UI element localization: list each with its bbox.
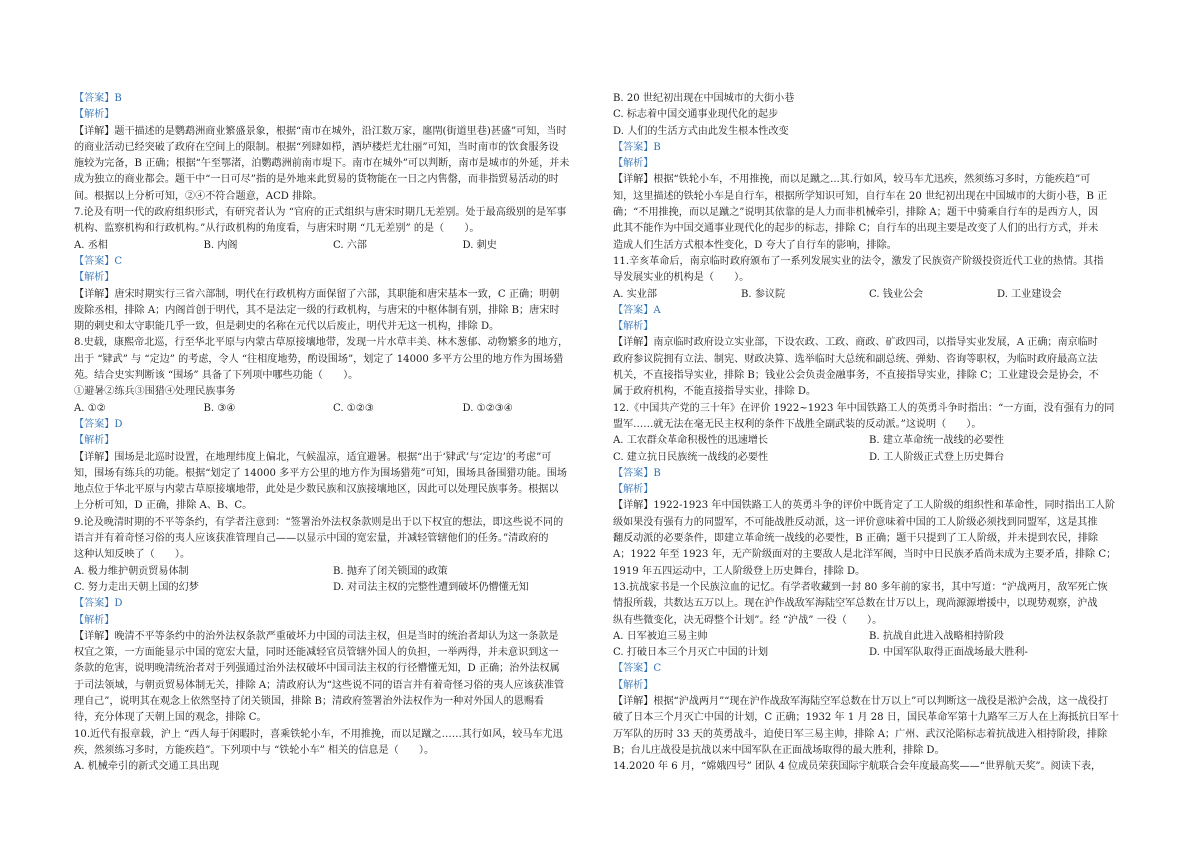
option-text: C. 六部	[333, 239, 367, 251]
option-text: C. 打破日本三个月灭亡中国的计划	[613, 647, 769, 659]
text-line: 【详解】晚清不平等条约中的治外法权条款严重破坏力中国的司法主权，但是当时的统治者却认为这一条款是	[74, 630, 559, 642]
text-line: 10.近代有报章载，沪上 “西人每于闲暇时，喜乘铁轮小车，不用推挽，而以足蹴之……其行如风，较马车尤迅	[74, 728, 563, 740]
text-line: 出于 “肄武” 与 “定边” 的考虑，令人 “往相度地势，酌设围场”，划定了 14000 多平方公里的地方作为围场猎	[74, 353, 564, 365]
option-text: D. 工业建设会	[997, 288, 1062, 300]
option-text: B. 内阁	[203, 239, 238, 251]
text-line: 造成人们生活方式根本性变化，D 夸大了自行车的影响，排除。	[613, 239, 897, 251]
text-line: 废除丞相，排除 A；内阁首创于明代，其不是法定一级的行政机构，与唐宋的中枢体制有别，排除 B；唐宋时	[74, 304, 560, 316]
text-line: 苑。结合史实判断该 “围场” 具备了下列项中哪些功能（ ）。	[74, 370, 359, 382]
text-line: 【详解】围场是北巡时设置，在地理纬度上偏北，气候温凉，适宜避暑。根据“出于‘肄武’与‘定边’的考虑”可	[74, 451, 552, 463]
option-text: A. 日军被迫三易主帅	[613, 630, 708, 642]
text-line: 导发展实业的机构是（ ）。	[613, 272, 750, 284]
section-label: 【解析】	[613, 484, 654, 496]
text-line: 纵有些微变化，决无碍整个计划”。经 “沪战” 一役（ ）。	[613, 614, 883, 626]
option-text: B. 抗战自此进入战略相持阶段	[869, 630, 1004, 642]
text-line: 地点位于华北平原与内蒙古草原接壤地带，此处是少数民族和汉族接壤地区，因此可以处理民族事务。根据以	[74, 484, 559, 496]
text-line: 知，这里描述的铁轮小车是自行车，根据所学知识可知，自行车在 20 世纪初出现在中国城市的大街小巷，B 正	[613, 190, 1108, 202]
text-line: C. 标志着中国交通事业现代化的起步	[613, 109, 779, 121]
section-label: 【答案】A	[613, 304, 661, 316]
text-line: 11.辛亥革命后，南京临时政府颁布了一系列发展实业的法令，激发了民族资产阶级投资近代工业的热情。其指	[613, 255, 1104, 267]
option-row	[613, 629, 1125, 645]
text-line: 机关，不直接指导实业，排除 B；钱业公会负责金融事务，不直接指导实业，排除 C；工业建设会是协会，不	[613, 370, 1099, 382]
text-line: 的商业活动已经突破了政府在空间上的限制。根据“列肆如栉，酒垆楼烂尤壮丽”可知，当时南市的饮食服务设	[74, 141, 559, 153]
option-row	[613, 287, 1125, 303]
text-line: 7.论及有明一代的政府组织形式，有研究者认为 “官府的正式组织与唐宋时期几无差别。处于最高级别的是军事	[74, 207, 567, 219]
section-label: 【解析】	[74, 109, 115, 121]
option-text: C. 努力走出天朝上国的幻梦	[74, 581, 199, 593]
text-line: A；1922 年至 1923 年，无产阶级面对的主要敌人是北洋军阀，当时中日民族矛盾尚未成为主要矛盾，排除 C；	[613, 549, 1117, 561]
section-label: 【答案】C	[74, 255, 123, 267]
text-line: 【详解】根据“沪战两月”“现在沪作战敌军海陆空军总数在廿万以上”可以判断这一战役是淞沪会战，这一战役打	[613, 695, 1109, 707]
text-line: 【详解】唐宋时期实行三省六部制，明代在行政机构方面保留了六部，其职能和唐宋基本一致，C 正确；明朝	[74, 288, 560, 300]
option-text: D. 工人阶级正式登上历史舞台	[869, 451, 1005, 463]
text-line: 1919 年五四运动中，工人阶级登上历史舞台，排除 D。	[613, 565, 866, 577]
text-line: 9.论及晚清时期的不平等条约，有学者注意到：“签署治外法权条款则是出于以下权宜的想法，即这些说不同的	[74, 516, 564, 528]
text-line: D. 人们的生活方式由此发生根本性改变	[613, 125, 789, 137]
text-line: 翻反动派的必要条件，即建立革命统一战线的必要性，B 正确；题干只提到了工人阶级，并未提到农民，排除	[613, 533, 1099, 545]
text-line: 成为独立的商业都会。题干中“一日可尽”指的是外地来此贸易的货物能在一日之内售罄，而非指贸易活动的时	[74, 174, 559, 186]
text-line: 万军队的历时 33 天的英勇战斗，迫使日军三易主帅，排除 A；广州、武汉沦陷标志着抗战进入相持阶段，排除	[613, 728, 1108, 740]
text-line: 【详解】1922-1923 年中国铁路工人的英勇斗争的评价中既肯定了工人阶级的组织性和革命性，同时指出工人阶	[613, 500, 1116, 512]
section-label: 【答案】C	[613, 663, 662, 675]
section-label: 【答案】B	[613, 141, 661, 153]
text-line: 【详解】南京临时政府设立实业部，下设农政、工政、商政、矿政四司，以指导实业发展，A 正确；南京临时	[613, 337, 1098, 349]
section-label: 【答案】B	[613, 467, 661, 479]
option-text: A. ①②	[74, 402, 106, 414]
text-line: 破了日本三个月灭亡中国的计划，C 正确；1932 年 1 月 28 日，国民革命军第十九路军三万人在上海抵抗日军十	[613, 712, 1119, 724]
text-line: 间。根据以上分析可知，②④不符合题意，ACD 排除。	[74, 190, 323, 202]
section-label: 【答案】D	[74, 418, 123, 430]
text-line: 这种认知反映了（ ）。	[74, 549, 191, 561]
option-text: B. 参议院	[741, 288, 786, 300]
option-text: C. 钱业公会	[869, 288, 924, 300]
text-line: 盟军……就无法在毫无民主权利的条件下战胜全副武装的反动派。”这说明（ ）。	[613, 418, 982, 430]
text-line: 【详解】根据“铁轮小车，不用推挽，而以足蹴之...其.行如风，较马车尤迅疾，然须练习多时，方能疾趋”可	[613, 174, 1091, 186]
option-row	[74, 580, 592, 596]
option-text: B. ③④	[203, 402, 236, 414]
text-line: 级如果没有强有力的同盟军，不可能战胜反动派，这一评价意味着中国的工人阶级必须找到同盟军，这是其推	[613, 516, 1098, 528]
text-line: 属于政府机构，不能直接指导实业，排除 D。	[613, 386, 817, 398]
option-text: C. ①②③	[333, 402, 374, 414]
text-line: 疾，然须练习多时，方能疾趋”。下列项中与 “铁轮小车” 相关的信息是（ ）。	[74, 744, 435, 756]
text-line: 8.史载，康熙帝北巡，行至华北平原与内蒙古草原接壤地带，发现一片水草丰美、林木葱郁、动物繁多的地方，	[74, 337, 569, 349]
option-row	[74, 564, 592, 580]
text-line: 知，围场有练兵的功能。根据“划定了 14000 多平方公里的地方作为围场猎苑”可知，围场具备围猎功能。围场	[74, 467, 567, 479]
option-text: D. 对司法主权的完整性遭到破坏仍懵懂无知	[333, 581, 529, 593]
section-label: 【解析】	[613, 679, 654, 691]
section-label: 【解析】	[613, 158, 654, 170]
left-column	[74, 91, 592, 775]
text-line: 14.2020 年 6 月，“嫦娥四号” 团队 4 位成员荣获国际宇航联合会年度最高奖——“世界航天奖”。阅读下表，	[613, 761, 1102, 773]
text-line: 理自己”，说明其在观念上依然坚持了闭关锁国，排除 B；清政府签署治外法权作为一种对外国人的恩赐看	[74, 695, 545, 707]
text-line: ①避暑②练兵③围猎④处理民族事务	[74, 386, 236, 398]
option-text: D. ①②③④	[462, 402, 513, 414]
option-text: A. 实业部	[613, 288, 657, 300]
section-label: 【解析】	[613, 321, 654, 333]
section-label: 【解析】	[74, 614, 115, 626]
option-row	[613, 450, 1125, 466]
text-line: 于司法领域，与朝贡贸易体制无关，排除 A；清政府认为“这些说不同的语言并有着奇怪习俗的夷人应该获准管	[74, 679, 565, 691]
option-row	[74, 238, 592, 254]
option-row	[613, 645, 1125, 661]
text-line: 语言并有着奇怪习俗的夷人应该获准管理自己——以显示中国的宽宏量，并减轻管辖他们的任务。”清政府的	[74, 533, 549, 545]
right-column	[613, 91, 1125, 775]
option-text: B. 建立革命统一战线的必要性	[869, 435, 1004, 447]
text-line: 【详解】题干描述的是鹦鹉洲商业繁盛景象，根据“南市在城外，沿江数万家，廛閈(街道里巷)甚盛”可知，当时	[74, 125, 567, 137]
option-text: A. 工农群众革命积极性的迅速增长	[613, 435, 769, 447]
text-line: 政府参议院拥有立法、制宪、财政决算、选举临时大总统和副总统、弹劾、咨询等职权，为临时政府最高立法	[613, 353, 1098, 365]
text-line: 12.《中国共产党的三十年》在评价 1922~1923 年中国铁路工人的英勇斗争时指出：“一方面，没有强有力的同	[613, 402, 1115, 414]
option-text: A. 丞相	[74, 239, 108, 251]
text-line: 期的刺史和太守职能几乎一致，但是刺史的名称在元代以后废止，明代并无这一机构，排除 D。	[74, 321, 500, 333]
option-text: B. 抛弃了闭关锁国的政策	[333, 565, 448, 577]
text-line: B；台儿庄战役是抗战以来中国军队在正面战场取得的最大胜利，排除 D。	[613, 744, 945, 756]
text-line: 上分析可知，D 正确，排除 A、B、C。	[74, 500, 253, 512]
text-line: A. 机械牵引的新式交通工具出现	[74, 761, 219, 773]
text-line: 权宜之策，一方面能显示中国的宽宏大量，同时还能减轻官员管辖外国人的负担，一举两得，并未意识到这一	[74, 647, 559, 659]
text-line: 此其不能作为中国交通事业现代化的起步的标志，排除 C；自行车的出现主要是改变了人们的出行方式，并未	[613, 223, 1099, 235]
option-row	[74, 401, 592, 417]
text-line: 机构、监察机构和行政机构。”从行政机构的角度看，与唐宋时期 “几无差别” 的是（ ）。	[74, 223, 480, 235]
text-line: 确；“不用推挽，而以足蹴之”说明其依靠的是人力而非机械牵引，排除 A；题干中骑乘自行车的是西方人，因	[613, 207, 1099, 219]
text-line: 情报所载，共数达五万以上。现在沪作战敌军海陆空军总数在廿万以上，现尚源源增援中，以现势观察，沪战	[613, 598, 1098, 610]
option-text: A. 极力维护朝贡贸易体制	[74, 565, 189, 577]
text-line: 条款的危害，说明晚清统治者对于列强通过治外法权破坏中国司法主权的行径懵懂无知，D 正确；治外法权属	[74, 663, 560, 675]
section-label: 【答案】B	[74, 93, 122, 104]
text-line: 13.抗战家书是一个民族泣血的记忆。有学者收藏到一封 80 多年前的家书，其中写道：“沪战两月，敌军死亡恢	[613, 581, 1108, 593]
text-line: 施较为完备，B 正确；根据“午至鄂渚，泊鹦鹉洲前南市堤下。南市在城外”可以判断，南市是城市的外延，并未	[74, 158, 570, 170]
option-text: D. 刺史	[462, 239, 497, 251]
section-label: 【答案】D	[74, 598, 123, 610]
option-row	[613, 433, 1125, 449]
option-text: D. 中国军队取得正面战场最大胜利-	[869, 647, 1028, 659]
section-label: 【解析】	[74, 435, 115, 447]
text-line: 待，充分体现了天朝上国的观念，排除 C。	[74, 712, 267, 724]
text-line: B. 20 世纪初出现在中国城市的大街小巷	[613, 93, 795, 104]
section-label: 【解析】	[74, 272, 115, 284]
option-text: C. 建立抗日民族统一战线的必要性	[613, 451, 769, 463]
